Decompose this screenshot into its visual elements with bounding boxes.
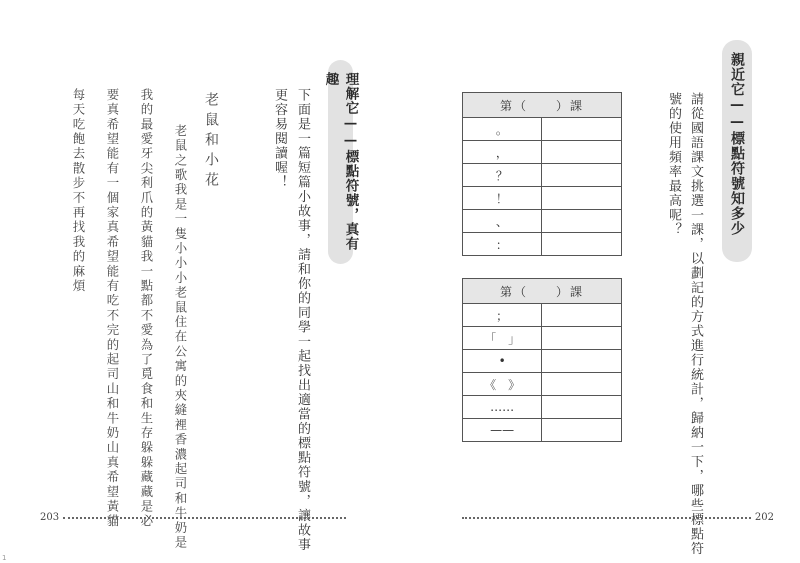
- tally-cell[interactable]: [541, 233, 621, 256]
- punctuation-symbol: ？: [463, 164, 542, 187]
- punctuation-symbol: 《 》: [463, 373, 542, 396]
- tally-cell[interactable]: [541, 210, 621, 233]
- heading-text: 理解它——標點符號，真有趣: [322, 72, 359, 251]
- heading-text: 親近它——標點符號知多少: [729, 52, 745, 236]
- story-line-4: 每天吃飽去散步不再找我的麻煩: [71, 88, 86, 294]
- section-heading-understand: [322, 60, 359, 264]
- tally-table-1: [462, 92, 622, 256]
- table-row: [463, 164, 622, 187]
- tally-cell[interactable]: [541, 187, 621, 210]
- tally-cell[interactable]: [542, 419, 622, 442]
- dotted-rule: [462, 517, 751, 519]
- tally-cell[interactable]: [542, 350, 622, 373]
- tally-cell[interactable]: [542, 396, 622, 419]
- tally-cell[interactable]: [542, 304, 622, 327]
- punctuation-symbol: ；: [463, 304, 542, 327]
- story-line-2: 我的最愛牙尖利爪的黃貓我一點都不愛為了覓食和生存躲躲藏藏是必: [139, 88, 154, 529]
- punctuation-symbol: •: [463, 350, 542, 373]
- table-row: [463, 396, 622, 419]
- table-row: [463, 327, 622, 350]
- story-title: 老鼠和小花: [203, 92, 219, 192]
- table-row: [463, 210, 622, 233]
- punctuation-symbol: ……: [463, 396, 542, 419]
- corner-mark: 1: [2, 554, 7, 562]
- punctuation-symbol: ：: [463, 233, 542, 256]
- table-row: [463, 233, 622, 256]
- page-number: 202: [754, 512, 774, 523]
- table-row: [463, 187, 622, 210]
- table-row: [463, 350, 622, 373]
- punctuation-symbol: ——: [463, 419, 542, 442]
- story-line-3: 要真希望能有一個家真希望能有吃不完的起司山和牛奶山真希望黃貓: [105, 88, 120, 529]
- table-row: [463, 118, 622, 141]
- tally-cell[interactable]: [541, 164, 621, 187]
- page-number: 203: [40, 512, 60, 523]
- punctuation-symbol: 「 」: [463, 327, 542, 350]
- page-footer: [462, 512, 774, 523]
- punctuation-symbol: ，: [463, 141, 542, 164]
- tally-cell[interactable]: [541, 141, 621, 164]
- instruction-line-2: 號的使用頻率最高呢？: [666, 92, 681, 237]
- table-row: [463, 304, 622, 327]
- tally-cell[interactable]: [541, 118, 621, 141]
- dotted-rule: [63, 517, 346, 519]
- punctuation-symbol: 、: [463, 210, 542, 233]
- tally-cell[interactable]: [542, 327, 622, 350]
- tally-cell[interactable]: [542, 373, 622, 396]
- instruction-line-2: 更容易閱讀喔！: [272, 88, 287, 190]
- story-line-1: 老鼠之歌我是一隻小小小老鼠住在公寓的夾縫裡香濃起司和牛奶是: [173, 124, 188, 551]
- table-row: [463, 141, 622, 164]
- table-header: 第（ ）課: [463, 93, 622, 118]
- page-202: [400, 0, 800, 563]
- page-footer: [40, 512, 346, 523]
- punctuation-symbol: ！: [463, 187, 542, 210]
- tally-table-2: [462, 278, 622, 442]
- instruction-line-1: 下面是一篇短篇小故事，請和你的同學一起找出適當的標點符號，讓故事: [295, 88, 310, 552]
- section-heading-familiarize: [722, 40, 752, 262]
- table-row: [463, 419, 622, 442]
- table-row: [463, 373, 622, 396]
- punctuation-symbol: 。: [463, 118, 542, 141]
- instruction-line-1: 請從國語課文挑選一課，以劃記的方式進行統計，歸納一下，哪些標點符: [688, 92, 703, 556]
- table-header: 第（ ）課: [463, 279, 622, 304]
